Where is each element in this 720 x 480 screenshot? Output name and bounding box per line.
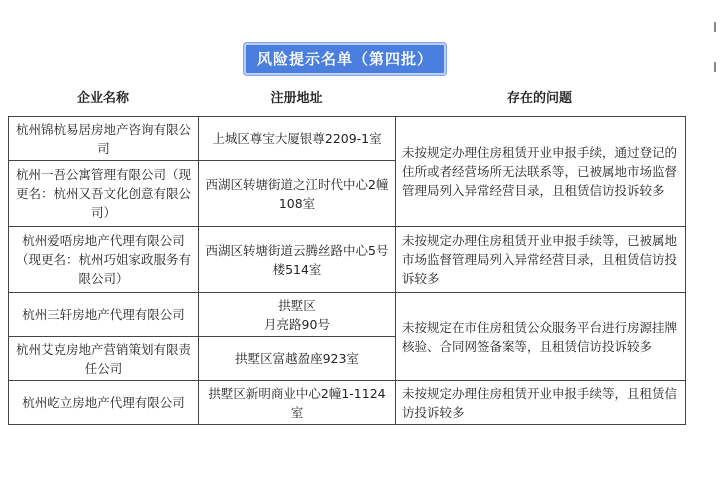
- address-cell: 上城区尊宝大厦银尊2209-1室: [199, 117, 396, 161]
- column-header-name: 企业名称: [76, 91, 129, 106]
- address-cell: 拱墅区富越盈座923室: [199, 337, 396, 381]
- address-line: 月亮路90号: [264, 316, 330, 332]
- page-title: 风险提示名单（第四批）: [244, 43, 446, 75]
- company-name-cell: 杭州艾克房地产营销策划有限责任公司: [9, 337, 199, 381]
- scrollbar[interactable]: [708, 0, 720, 480]
- address-cell: 西湖区转塘街道云腾丝路中心5号楼514室: [199, 227, 396, 293]
- company-name-cell: 杭州三轩房地产代理有限公司: [9, 293, 199, 337]
- company-name-cell: 杭州一吾公寓管理有限公司（现更名：杭州又吾文化创意有限公司）: [9, 161, 199, 227]
- company-name-cell: 杭州爱唔房地产代理有限公司（现更名：杭州巧姐家政服务有限公司）: [9, 227, 199, 293]
- address-cell: 西湖区转塘街道之江时代中心2幢108室: [199, 161, 396, 227]
- address-cell: [199, 293, 396, 337]
- column-header-issue: 存在的问题: [506, 91, 572, 106]
- address-cell: 拱墅区新明商业中心2幢1-1124室: [199, 381, 396, 425]
- issue-cell: 未按规定办理住房租赁开业申报手续等，且租赁信访投诉较多: [396, 381, 686, 425]
- table-row: [9, 117, 686, 161]
- issue-cell: 未按规定在市住房租赁公众服务平台进行房源挂牌核验、合同网签备案等，且租赁信访投诉较多: [396, 293, 686, 381]
- issue-cell: 未按规定办理住房租赁开业申报手续等，已被属地市场监督管理局列入异常经营目录，且租赁信访投诉较多: [396, 227, 686, 293]
- column-header-address: 注册地址: [270, 91, 323, 106]
- scrollbar-tick: [714, 62, 716, 72]
- table-row: [9, 381, 686, 425]
- address-line: 拱墅区: [278, 297, 316, 313]
- table-row: [9, 227, 686, 293]
- table-row: [9, 293, 686, 337]
- company-name-cell: 杭州屹立房地产代理有限公司: [9, 381, 199, 425]
- issue-cell: 未按规定办理住房租赁开业申报手续，通过登记的住所或者经营场所无法联系等，已被属地市场监督管理局列入异常经营目录，且租赁信访投诉较多: [396, 117, 686, 227]
- scrollbar-tick: [714, 22, 716, 32]
- table-header: [8, 84, 684, 114]
- risk-list-table: [8, 116, 686, 425]
- company-name-cell: 杭州锦杭易居房地产咨询有限公司: [9, 117, 199, 161]
